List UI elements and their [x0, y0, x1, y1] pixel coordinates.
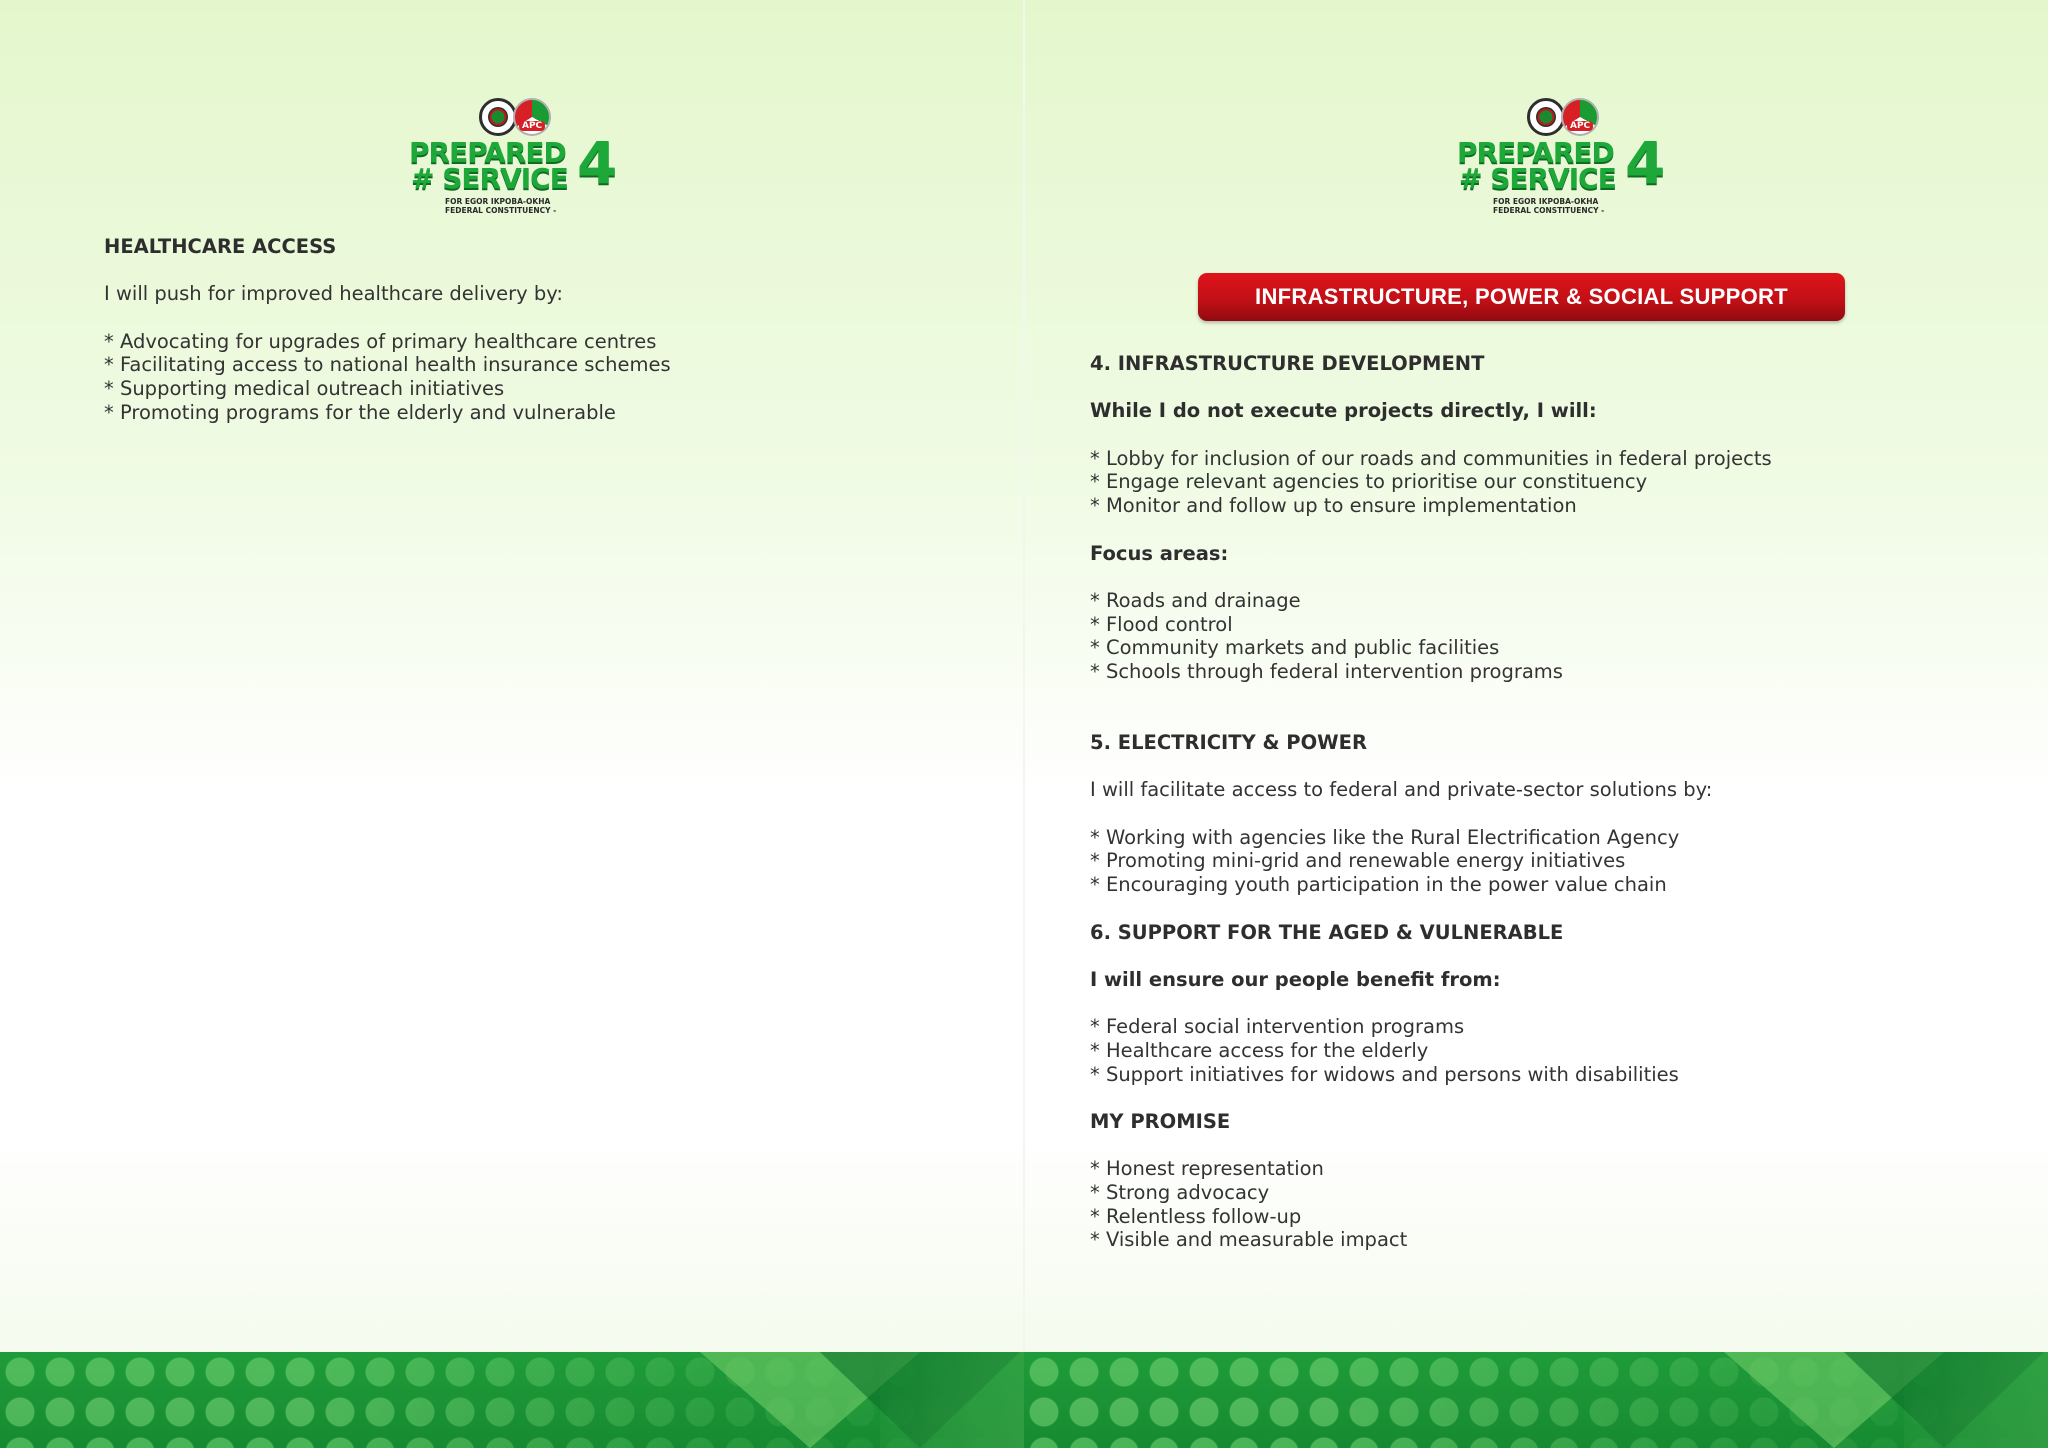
logo-four: 4 — [1625, 129, 1666, 197]
logo-four: 4 — [577, 129, 618, 197]
list-item: * Strong advocacy — [1090, 1181, 1270, 1205]
list-item: * Encouraging youth participation in the power value chain — [1090, 873, 1667, 897]
footer-gradient-decoration — [1904, 1352, 2048, 1448]
logo-service: # SERVICE — [411, 162, 568, 195]
list-item: * Relentless follow-up — [1090, 1204, 1302, 1228]
footer-band — [1024, 1352, 2048, 1448]
list-item: * Working with agencies like the Rural Electrification Agency — [1090, 825, 1680, 849]
list-item: * Honest representation — [1090, 1157, 1324, 1181]
list-item: * Roads and drainage — [1090, 588, 1301, 612]
manifesto-sections — [1090, 352, 1990, 1252]
focus-areas-label: Focus areas: — [1090, 541, 1229, 565]
list-item: * Promoting programs for the elderly and vulnerable — [104, 400, 616, 424]
campaign-logo — [407, 96, 618, 215]
list-item: * Advocating for upgrades of primary healthcare centres — [104, 329, 657, 353]
logo-prepared: PREPARED — [409, 136, 566, 169]
section-intro: I will push for improved healthcare delivery by: — [104, 282, 563, 306]
list-item: * Community markets and public facilities — [1090, 636, 1500, 660]
footer-band — [0, 1352, 1024, 1448]
list-item: * Facilitating access to national health insurance schemes — [104, 353, 671, 377]
logo-seals — [1515, 96, 1599, 138]
list-item: * Promoting mini-grid and renewable energy initiatives — [1090, 849, 1626, 873]
list-item: * Support initiatives for widows and persons with disabilities — [1090, 1062, 1679, 1086]
logo-prepared: PREPARED — [1457, 136, 1614, 169]
section-heading: 5. ELECTRICITY & POWER — [1090, 731, 1367, 754]
logo-service: # SERVICE — [1459, 162, 1616, 195]
logo-tagline-2: FEDERAL CONSTITUENCY - — [1493, 206, 1605, 215]
section-intro: I will ensure our people benefit from: — [1090, 967, 1501, 991]
apc-party-seal-icon — [513, 98, 551, 136]
list-item: * Monitor and follow up to ensure implementation — [1090, 494, 1577, 518]
logo-tagline-1: FOR EGOR IKPOBA-OKHA — [1493, 197, 1599, 206]
list-item: * Healthcare access for the elderly — [1090, 1038, 1429, 1062]
footer-gradient-decoration — [880, 1352, 1024, 1448]
list-item: * Visible and measurable impact — [1090, 1228, 1408, 1252]
logo-seals — [467, 96, 551, 138]
section-intro: While I do not execute projects directly, I will: — [1090, 399, 1597, 423]
logo-tagline-1: FOR EGOR IKPOBA-OKHA — [445, 197, 551, 206]
healthcare-section — [104, 235, 984, 425]
section-banner: INFRASTRUCTURE, POWER & SOCIAL SUPPORT — [1198, 273, 1845, 321]
section-heading: MY PROMISE — [1090, 1110, 1231, 1133]
list-item: * Lobby for inclusion of our roads and communities in federal projects — [1090, 446, 1772, 470]
section-intro: I will facilitate access to federal and private-sector solutions by: — [1090, 778, 1713, 802]
page-divider — [1023, 0, 1025, 1352]
coat-of-arms-seal-icon — [1527, 98, 1565, 136]
section-heading: 6. SUPPORT FOR THE AGED & VULNERABLE — [1090, 920, 1564, 944]
campaign-logo — [1455, 96, 1666, 215]
section-heading: HEALTHCARE ACCESS — [104, 235, 337, 258]
coat-of-arms-seal-icon — [479, 98, 517, 136]
apc-seal-text: APC — [1567, 121, 1593, 131]
right-page — [1024, 0, 2048, 1448]
apc-seal-text: APC — [519, 121, 545, 131]
list-item: * Supporting medical outreach initiatives — [104, 377, 505, 401]
list-item: * Engage relevant agencies to prioritise our constituency — [1090, 470, 1648, 494]
list-item: * Flood control — [1090, 612, 1233, 636]
section-heading: 4. INFRASTRUCTURE DEVELOPMENT — [1090, 352, 1485, 375]
list-item: * Schools through federal intervention programs — [1090, 659, 1563, 683]
apc-party-seal-icon — [1561, 98, 1599, 136]
list-item: * Federal social intervention programs — [1090, 1015, 1465, 1039]
logo-tagline-2: FEDERAL CONSTITUENCY - — [445, 206, 557, 215]
